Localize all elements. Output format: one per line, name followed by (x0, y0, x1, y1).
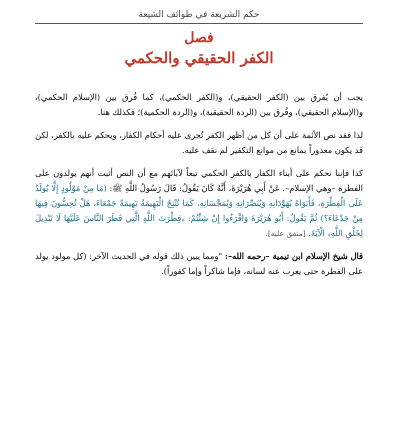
quote-attribution: قال شيخ الإسلام ابن تيمية –رحمه الله–: (224, 251, 363, 261)
quote-text: "ومما يبين ذلك قوله في الحديث الآخر: (كل مولود يولد على الفطرة حتى يعرب عنه لسانه، فإما شاكراً وإما كفوراً). (35, 251, 363, 276)
header-divider (35, 23, 363, 24)
section-title: الكفر الحقيقي والحكمي (124, 49, 274, 67)
hadith-text: (مَا مِنْ مَوْلُودٍ إِلَّا يُولَدُ عَلَى الْفِطْرَةِ، فَأَبَوَاهُ يُهَوِّدَانِهِ وَيُنَصِّرَانِهِ وَيُمَجِّسَانِهِ، كَمَا تُنْتِجُ الْبَهِيمَةُ بَهِيمَةً جَمْعَاءَ، هَلْ تُحِسُّونَ فِيهَا مِنْ جَدْعَاءَ؟) ثُمَّ يَقُولُ: أَبُو هُرَيْرَةَ وَاقْرَءُوا إِنْ شِئْتُمْ: ﴿فِطْرَتَ اللَّهِ الَّتِي فَطَرَ النَّاسَ عَلَيْهَا لَا تَبْدِيلَ لِخَلْقِ اللَّهِ﴾ الْآيَةَ. (35, 183, 363, 238)
paragraph-3 (35, 166, 363, 241)
paragraph-3-intro: كذا فإننا نحكم على أبناء الكفار بالكفر الحكمي تبعاً لآبائهم مع أن النص أثبت أنهم يولدون على الفطرة –وهي الإسلام–. عَنْ أَبِي هُرَيْرَةَ، أَنَّهُ كَانَ يَقُولُ: قَالَ رَسُولُ اللَّهِ ﷺ: (35, 168, 363, 193)
section-label: فصل (184, 30, 214, 46)
body-text (35, 90, 363, 287)
paragraph-4 (35, 249, 363, 279)
paragraph-1: يجب أن يُفرق بين (الكفر الحقيقي)، و(الكفر الحكمي)، كما فُرق بين (الإسلام الحكمي)، و(الإسلام الحقيقي)، وفُرق بين (الردة الحقيقية)، و(الردة الحكمية)؛ فكذلك هنا. (35, 92, 363, 117)
paragraph-2: لذا فقد نص الأئمة على أن كل من أظهر الكفر تُجرى عليه أحكام الكفار، ويحكم عليه بالكفر، لكن قد يكون معذوراً بمانع من موانع التكفير لم نقف عليه. (35, 130, 363, 155)
hadith-reference: [متفق عليه]. (265, 229, 306, 238)
running-header: حكم الشريعة في طوائف الشيعة (138, 10, 260, 20)
